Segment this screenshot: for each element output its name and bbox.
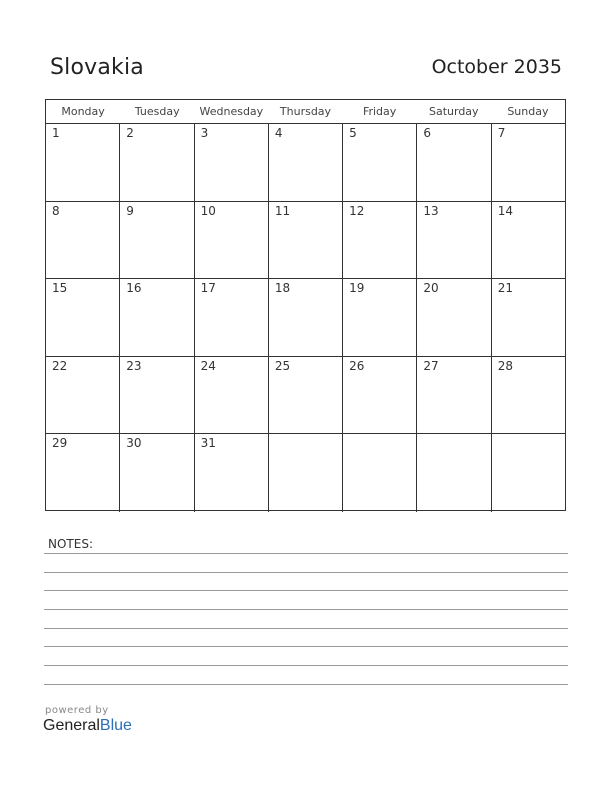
day-number: 15 [52,281,68,296]
day-number: 24 [200,358,216,373]
day-cell [120,202,194,279]
day-cell [269,202,343,279]
notes-line [44,572,568,573]
day-cell [269,124,343,201]
day-number: 20 [423,281,439,296]
day-cell [492,202,565,279]
day-number: 29 [52,436,68,451]
day-number: 31 [200,436,216,451]
day-number: 18 [274,281,291,296]
day-number: 10 [200,203,216,218]
day-number: 4 [274,126,283,140]
brand-blue-text: Blue [99,717,132,734]
weekday-wednesday: Wednesday [199,105,264,118]
day-cell [195,357,269,434]
day-number: 19 [349,281,365,296]
calendar-grid [45,99,566,511]
notes-line [44,646,568,647]
day-cell [46,279,120,356]
notes-line [44,665,568,666]
week-row-4 [46,357,565,435]
day-number: 26 [349,358,365,373]
weekday-header-row [46,100,565,124]
day-number: 2 [126,126,134,140]
day-cell [120,124,194,201]
day-cell [46,434,120,512]
day-cell [343,434,417,512]
day-number: 3 [200,126,209,140]
brand-general-text: General [43,717,100,734]
month-title: October 2035 [431,56,562,78]
powered-by-text: powered by [45,705,109,716]
weekday-saturday: Saturday [428,105,479,118]
week-row-2 [46,202,565,280]
generalblue-logo [43,717,132,735]
day-cell [269,279,343,356]
weekday-monday: Monday [61,105,105,118]
day-cell [417,124,491,201]
day-cell [343,202,417,279]
day-cell [492,434,565,512]
day-number: 6 [423,126,432,140]
weekday-tuesday: Tuesday [134,105,180,118]
day-number: 23 [126,358,142,373]
day-cell [269,357,343,434]
day-cell [46,124,120,201]
day-cell [195,279,269,356]
notes-line [44,590,568,591]
day-number: 5 [349,126,357,140]
weekday-friday: Friday [362,105,397,118]
day-number: 9 [126,203,134,218]
day-cell [195,124,269,201]
day-number: 12 [349,203,365,218]
country-title: Slovakia [50,55,144,80]
notes-line [44,684,568,685]
day-cell [417,202,491,279]
day-number: 1 [52,126,60,140]
day-number: 8 [52,203,60,218]
day-cell [46,202,120,279]
week-row-5 [46,434,565,512]
day-cell [492,279,565,356]
day-number: 16 [126,281,142,296]
week-row-3 [46,279,565,357]
day-cell [46,357,120,434]
weekday-thursday: Thursday [279,105,332,118]
day-cell [195,434,269,512]
day-number: 21 [497,281,513,296]
day-cell [343,124,417,201]
day-cell [417,279,491,356]
week-row-1 [46,124,565,202]
day-number: 14 [497,203,513,218]
day-cell [343,357,417,434]
day-number: 30 [126,436,142,451]
day-cell [120,279,194,356]
notes-line [44,553,568,554]
notes-line [44,609,568,610]
day-cell [120,434,194,512]
day-number: 13 [423,203,439,218]
day-number: 11 [274,203,291,218]
day-cell [343,279,417,356]
notes-label: NOTES: [48,537,93,551]
day-cell [269,434,343,512]
day-cell [120,357,194,434]
day-number: 22 [52,358,68,373]
weekday-sunday: Sunday [507,105,549,118]
day-number: 28 [497,358,513,373]
day-cell [195,202,269,279]
day-cell [492,124,565,201]
day-cell [417,434,491,512]
day-number: 27 [423,358,439,373]
notes-line [44,628,568,629]
day-cell [417,357,491,434]
day-number: 7 [497,126,506,140]
day-number: 17 [200,281,216,296]
day-number: 25 [274,358,291,373]
day-cell [492,357,565,434]
